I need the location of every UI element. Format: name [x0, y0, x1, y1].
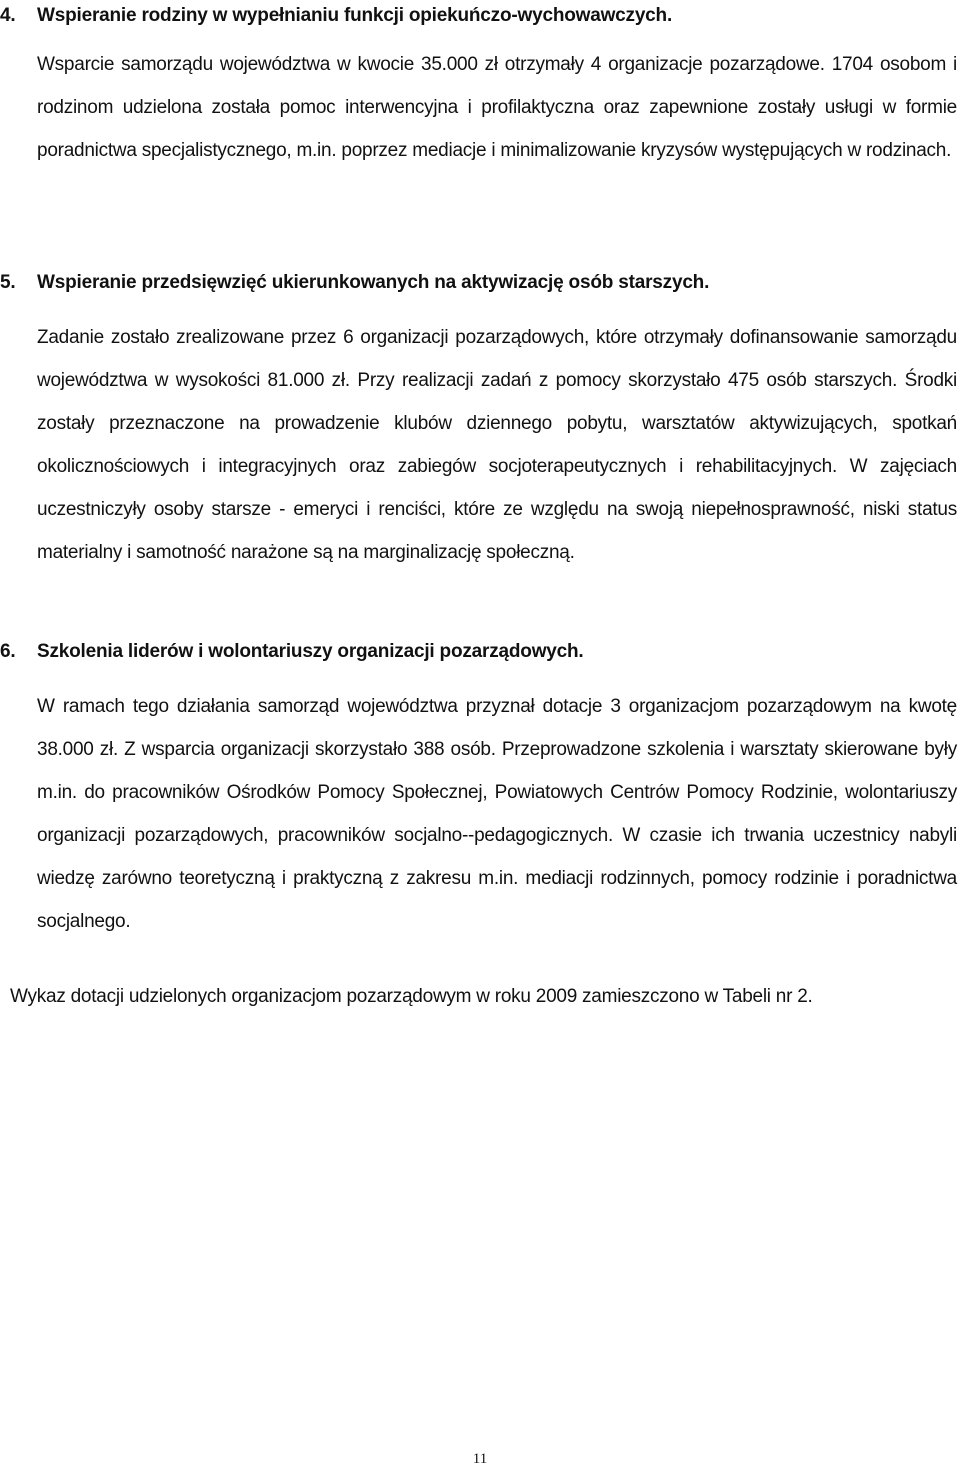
page-number: 11 [472, 1451, 488, 1467]
section-body: Wsparcie samorządu województwa w kwocie 35.000 zł otrzymały 4 organizacje pozarządowe. 1704 osobom i rodzinom udzielona została pomoc interwencyjna i profilaktyczna oraz zapewnione zostały usługi w formie poradnictwa specjalistycznego, m.in. poprzez mediacje i minimalizowanie kryzysów występujących w rodzinach. [37, 54, 957, 161]
section-title: Wspieranie przedsięwzięć ukierunkowanych na aktywizację osób starszych. [37, 272, 710, 293]
section-6 [0, 640, 960, 943]
section-number: 5. [0, 272, 16, 293]
section-5 [0, 271, 960, 574]
summary-note: Wykaz dotacji udzielonych organizacjom pozarządowym w roku 2009 zamieszczono w Tabeli nr 2. [10, 986, 813, 1007]
section-number: 4. [0, 5, 16, 26]
section-title: Wspieranie rodziny w wypełnianiu funkcji opiekuńczo-wychowawczych. [37, 5, 673, 26]
section-heading [0, 640, 960, 664]
section-body: W ramach tego działania samorząd województwa przyznał dotacje 3 organizacjom pozarządowym na kwotę 38.000 zł. Z wsparcia organizacji skorzystało 388 osób. Przeprowadzone szkolenia i warsztaty skierowane były m.in. do pracowników Ośrodków Pomocy Społecznej, Powiatowych Centrów Pomocy Rodzinie, wolontariuszy organizacji pozarządowych, pracowników socjalno--pedagogicznych. W czasie ich trwania uczestnicy nabyli wiedzę zarówno teoretyczną i praktyczną z zakresu m.in. mediacji rodzinnych, pomocy rodzinie i poradnictwa socjalnego. [37, 696, 957, 932]
section-title: Szkolenia liderów i wolontariuszy organizacji pozarządowych. [37, 641, 584, 662]
section-4 [0, 0, 960, 172]
section-number: 6. [0, 641, 16, 662]
section-heading [0, 4, 960, 28]
section-body: Zadanie zostało zrealizowane przez 6 organizacji pozarządowych, które otrzymały dofinansowanie samorządu województwa w wysokości 81.000 zł. Przy realizacji zadań z pomocy skorzystało 475 osób starszych. Środki zostały przeznaczone na prowadzenie klubów dziennego pobytu, warsztatów aktywizujących, spotkań okolicznościowych i integracyjnych oraz zabiegów socjoterapeutycznych i rehabilitacyjnych. W zajęciach uczestniczyły osoby starsze - emeryci i renciści, które ze względu na swoją niepełnosprawność, niski status materialny i samotność narażone są na marginalizację społeczną. [37, 327, 957, 563]
section-heading [0, 271, 960, 295]
